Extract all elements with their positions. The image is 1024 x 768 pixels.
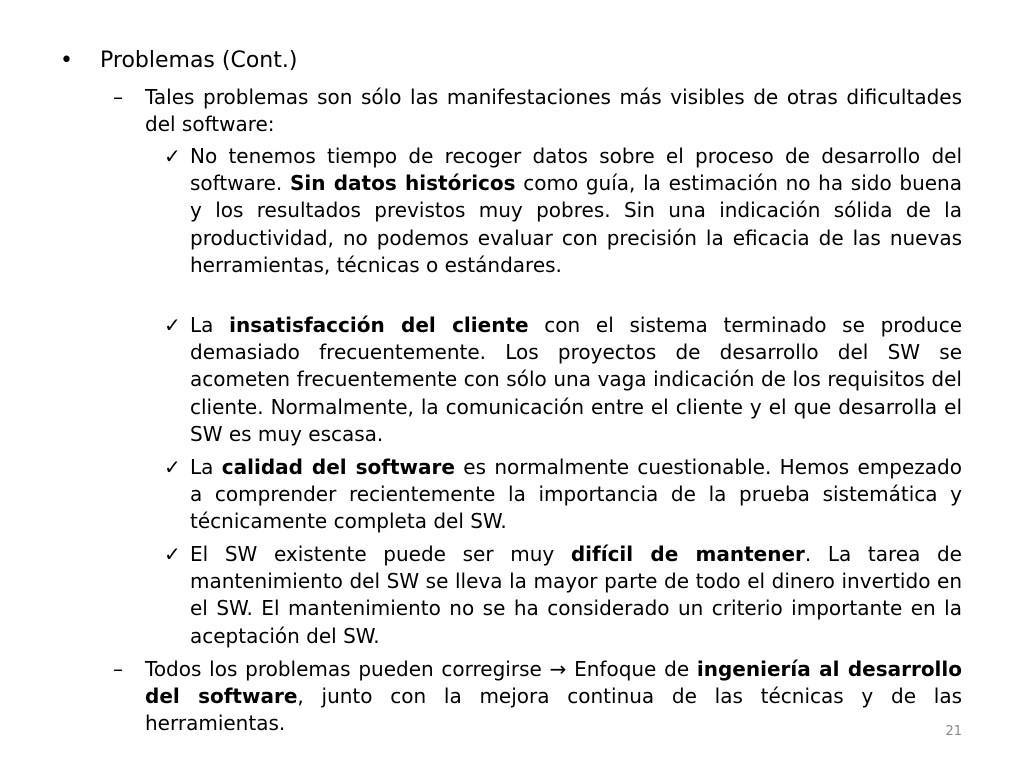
bullet-icon: • <box>60 48 73 73</box>
sub-point-text: Todos los problemas pueden corregirse → Enfoque de ingeniería al desarrollo del software, junto con la mejora continua de las técnicas y de las herramientas. <box>145 657 963 736</box>
bold-phrase: insatisfacción del cliente <box>229 313 529 337</box>
dash-icon: – <box>113 85 123 109</box>
check-item-mantener <box>164 541 962 650</box>
dash-icon: – <box>113 657 123 681</box>
check-item-calidad <box>164 454 962 536</box>
sub-point-text: Tales problemas son sólo las manifestaciones más visibles de otras dificultades del software: <box>145 85 962 137</box>
arrow-right-icon: → <box>549 657 567 681</box>
check-item-text: El SW existente puede ser muy difícil de mantener. La tarea de mantenimiento del SW se lleva la mayor parte de todo el dinero invertido en el SW. El mantenimiento no se ha considerado un criterio importante en la aceptación del SW. <box>190 542 962 648</box>
checkmark-icon: ✓ <box>164 313 181 337</box>
checkmark-icon: ✓ <box>164 455 181 479</box>
bold-phrase: difícil de mantener <box>570 542 805 566</box>
check-item-datos <box>164 143 962 279</box>
check-item-text: La calidad del software es normalmente cuestionable. Hemos empezado a comprender recientemente la importancia de la prueba sistemática y técnicamente completa del SW. <box>190 455 962 534</box>
check-item-text: La insatisfacción del cliente con el sistema terminado se produce demasiado frecuentemente. Los proyectos de desarrollo del SW se acometen frecuentemente con sólo una vaga indicación de los requisitos del cliente. Normalmente, la comunicación entre el cliente y el que desarrolla el SW es muy escasa. <box>190 313 962 446</box>
check-item-text: No tenemos tiempo de recoger datos sobre el proceso de desarrollo del software. Sin datos históricos como guía, la estimación no ha sido buena y los resultados previstos muy pobres. Sin una indicación sólida de la productividad, no podemos evaluar con precisión la eficacia de las nuevas herramientas, técnicas o estándares. <box>190 144 962 277</box>
bold-phrase: Sin datos históricos <box>289 171 516 196</box>
sub-point-conclusion <box>113 656 962 738</box>
checkmark-icon: ✓ <box>164 144 181 168</box>
sub-point-intro <box>113 84 962 138</box>
checkmark-icon: ✓ <box>164 542 181 566</box>
bold-phrase: ingeniería al desarrollo del software <box>145 657 963 709</box>
check-item-cliente <box>164 312 962 448</box>
bold-phrase: calidad del software <box>221 455 455 479</box>
page-number: 21 <box>945 724 962 739</box>
slide-title: Problemas (Cont.) <box>100 48 298 73</box>
